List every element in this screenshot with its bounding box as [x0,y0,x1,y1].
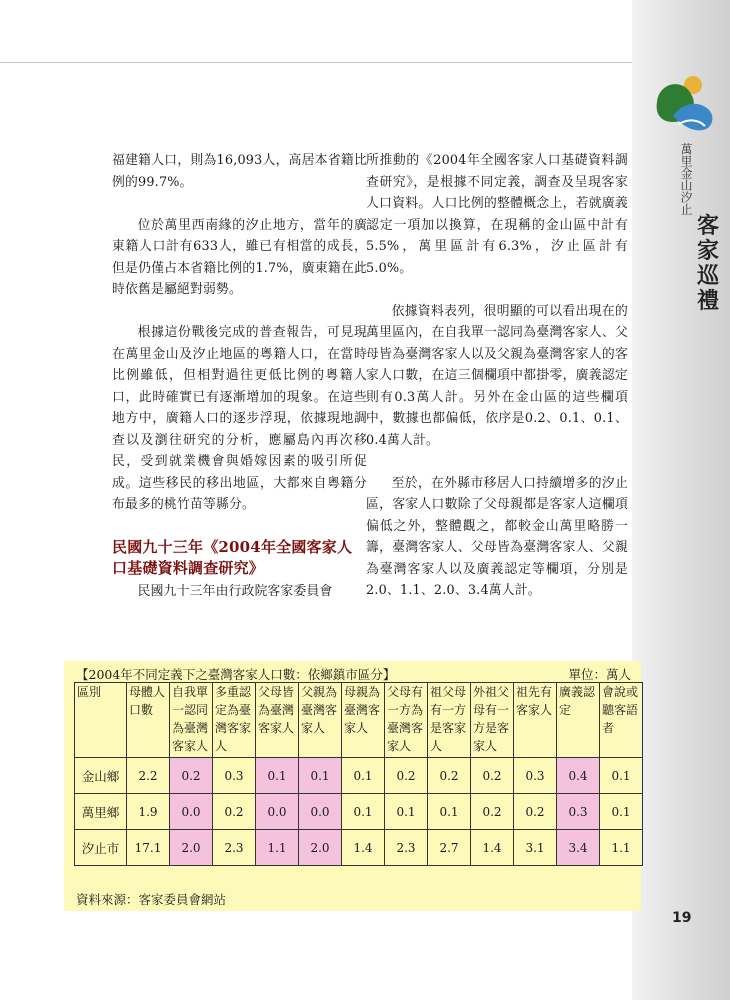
table-header-cell: 廣義認定 [557,683,600,758]
table-cell: 1.1 [256,830,299,866]
table-row-label: 金山鄉 [75,758,127,794]
table-cell: 3.1 [514,830,557,866]
sidebar-title-char: 家 [697,238,720,264]
table-cell: 2.3 [385,830,428,866]
table-cell: 2.0 [299,830,342,866]
data-table [74,682,643,866]
right-column [366,150,628,623]
table-cell: 0.3 [514,758,557,794]
hakka-logo-icon [649,72,719,136]
table-header-cell: 父母皆為臺灣客家人 [256,683,299,758]
table-cell: 0.2 [471,758,514,794]
table-cell: 1.9 [127,794,170,830]
table-cell: 2.3 [213,830,256,866]
table-cell: 0.2 [385,758,428,794]
table-cell: 0.1 [256,758,299,794]
page-number: 19 [672,910,692,926]
table-cell: 0.3 [557,794,600,830]
sidebar-title-char: 禮 [697,288,720,314]
table-row [75,794,643,830]
sidebar-subtitle: 萬里金山汐止 [679,143,693,215]
table-cell: 0.0 [256,794,299,830]
table-cell: 0.2 [514,794,557,830]
table-cell: 3.4 [557,830,600,866]
table-header-cell: 父母有一方為臺灣客家人 [385,683,428,758]
section-heading: 民國九十三年《2004年全國客家人口基礎資料調查研究》 [112,538,353,577]
table-panel [64,661,641,911]
table-cell: 0.1 [600,794,643,830]
table-header-cell: 外祖父母有一方是客家人 [471,683,514,758]
sidebar-title-char: 巡 [697,263,720,289]
paragraph: 依據資料表列，很明顯的可以看出現在的萬里區內，在自我單一認同為臺灣客家人、父母皆為臺灣客家人以及父親為臺灣客家人的客家人口數，在這三個欄項中都掛零，廣義認定則有0.3萬人計。另外在金山區的這些欄項中，數據也都偏低，依序是0.2、0.1、0.1、0.4萬人計。 [366,303,628,448]
table-cell: 0.1 [342,794,385,830]
left-column [112,150,367,603]
table-cell: 0.1 [600,758,643,794]
table-cell: 1.1 [600,830,643,866]
table-cell: 0.2 [170,758,213,794]
table-header-cell: 多重認定為臺灣客家人 [213,683,256,758]
table-header-row [75,683,643,758]
table-cell: 0.1 [385,794,428,830]
table-header-cell: 自我單一認同為臺灣客家人 [170,683,213,758]
table-cell: 17.1 [127,830,170,866]
table-cell: 2.0 [170,830,213,866]
table-cell: 0.1 [342,758,385,794]
table-header-cell: 會說或聽客語者 [600,683,643,758]
paragraph: 民國九十三年由行政院客家委員會 [137,584,333,599]
table-row [75,830,643,866]
table-caption: 【2004年不同定義下之臺灣客家人口數：依鄉鎮市區分】 [76,667,396,682]
table-cell: 0.2 [213,794,256,830]
table-unit: 單位：萬人 [568,667,631,682]
table-row-label: 萬里鄉 [75,794,127,830]
table-row [75,758,643,794]
table-header-cell: 祖先有客家人 [514,683,557,758]
table-row-label: 汐止市 [75,830,127,866]
table-cell: 0.2 [471,794,514,830]
sidebar-title-char: 客 [697,213,720,239]
table-cell: 2.7 [428,830,471,866]
table-cell: 1.4 [471,830,514,866]
table-cell: 0.4 [557,758,600,794]
top-rule [0,62,640,63]
table-header-cell: 祖父母有一方是客家人 [428,683,471,758]
table-cell: 0.1 [299,758,342,794]
paragraph: 所推動的《2004年全國客家人口基礎資料調查研究》，是根據不同定義，調查及呈現客家人口資料。人口比例的整體概念上，若就廣義認定一項加以換算，在現稱的金山區中計有5.5%，萬里區計有6.3%，汐止區計有5.0%。 [366,153,628,276]
table-header-cell: 母親為臺灣客家人 [342,683,385,758]
table-header-cell: 父親為臺灣客家人 [299,683,342,758]
sidebar-title [697,214,723,314]
paragraph: 福建籍人口，則為16,093人，高居本省籍比例的99.7%。 [112,153,367,190]
paragraph: 位於萬里西南緣的汐止地方，當年的廣東籍人口計有633人，雖已有相當的成長，但是仍僅占本省籍比例的1.7%，廣東籍在此時依舊是屬絕對弱勢。 [112,217,367,297]
table-source: 資料來源：客家委員會網站 [76,892,227,907]
table-cell: 2.2 [127,758,170,794]
table-cell: 0.0 [299,794,342,830]
table-cell: 0.1 [428,794,471,830]
table-cell: 1.4 [342,830,385,866]
table-header-cell: 區別 [75,683,127,758]
paragraph: 根據這份戰後完成的普查報告，可見現在萬里金山及汐止地區的粵籍人口，在當時比例雖低，但相對過往更低比例的粵籍人口，此時確實已有逐漸增加的現象。在這些地方中，廣籍人口的逐步浮現，依據現地調查以及瀏往研究的分析，應屬島內再次移民，受到就業機會與婚嫁因素的吸引所促成。這些移民的移出地區，大都來自粵籍分布最多的桃竹苗等縣分。 [112,325,367,512]
paragraph: 至於，在外縣市移居人口持續增多的汐止區，客家人口數除了父母親都是客家人這欄項偏低之外，整體觀之，都較金山萬里略勝一籌，臺灣客家人、父母皆為臺灣客家人、父親為臺灣客家人以及廣義認定等欄項，分別是2.0、1.1、2.0、3.4萬人計。 [366,475,628,598]
table-cell: 0.0 [170,794,213,830]
table-cell: 0.2 [428,758,471,794]
table-header-cell: 母體人口數 [127,683,170,758]
table-cell: 0.3 [213,758,256,794]
